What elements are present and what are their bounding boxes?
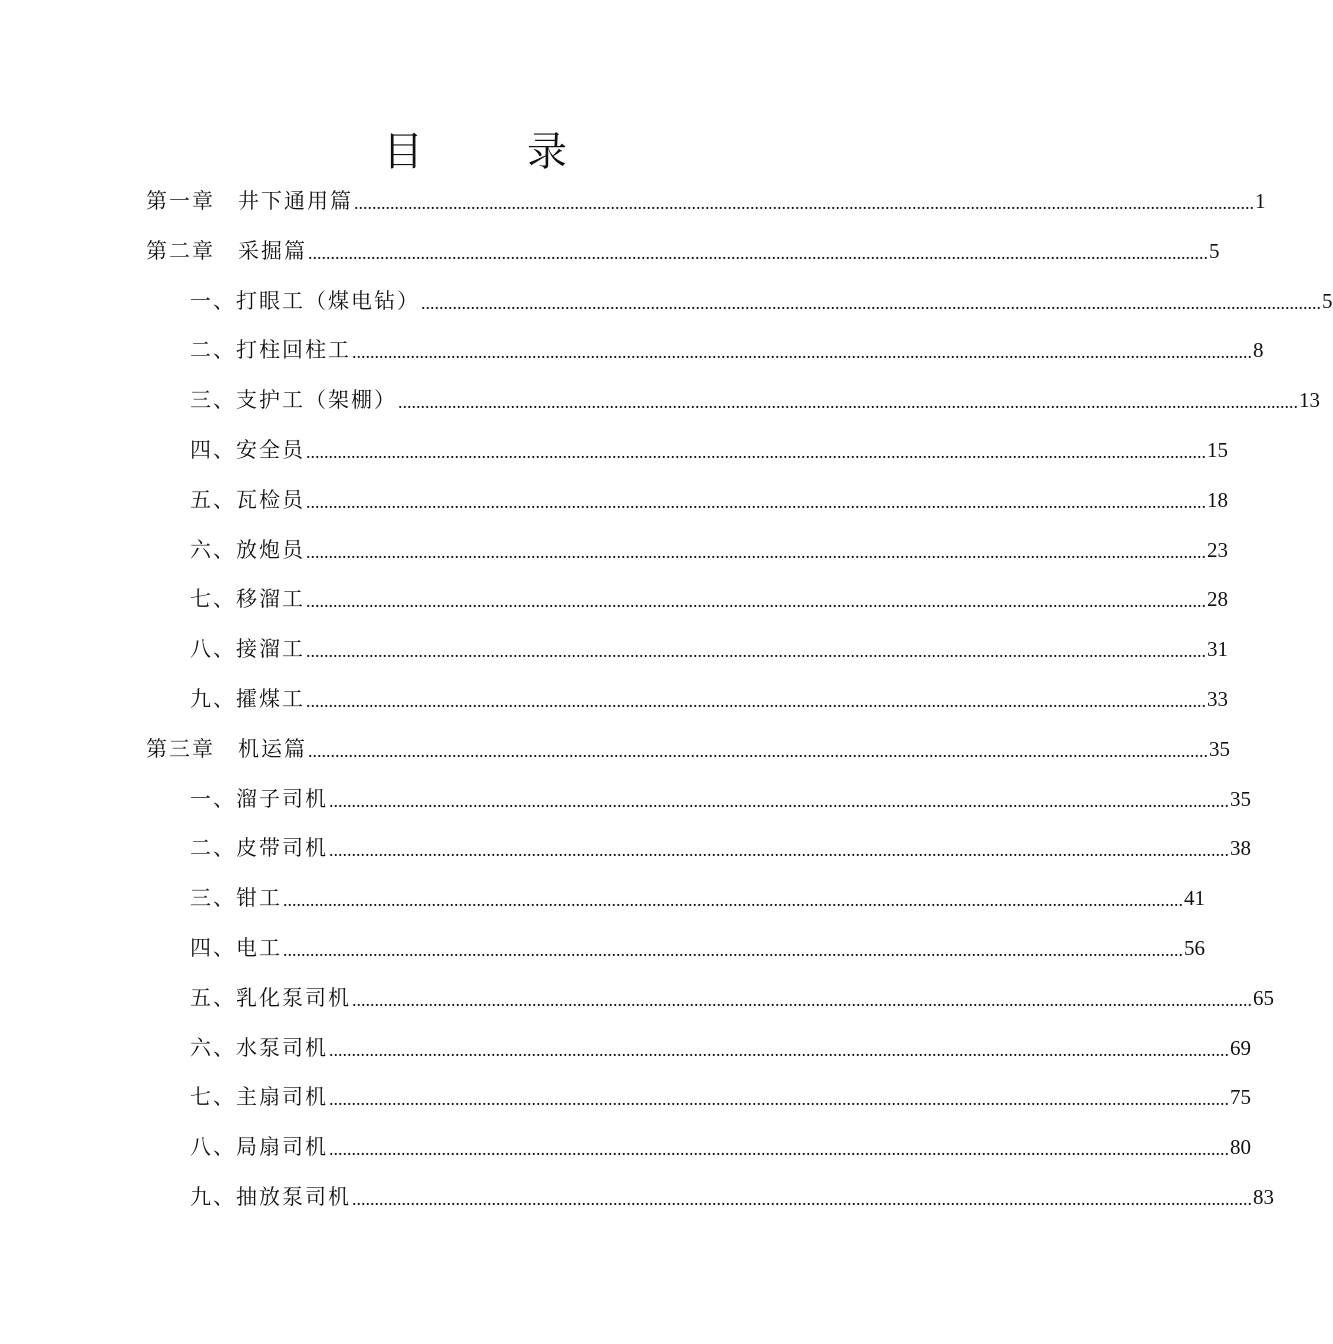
toc-dot-leader: ........................................................................................................................................................................................................ [283,940,1183,960]
toc-section-entry[interactable] [190,624,1228,674]
toc-entry-label: 六、水泵司机 [190,1035,328,1060]
toc-entry-label: 九、攉煤工 [190,687,305,711]
toc-dot-leader: ........................................................................................................................................................................................................ [398,392,1298,413]
toc-entry-label: 第三章 机运篇 [146,736,307,761]
toc-dot-leader: ........................................................................................................................................................................................................ [421,292,1321,313]
toc-page-number: 18 [1207,487,1228,512]
toc-entry-label: 第二章 采掘篇 [146,238,307,263]
toc-entry-label: 七、主扇司机 [190,1085,328,1110]
toc-section-entry[interactable] [190,1023,1251,1073]
toc-section-entry[interactable] [190,574,1228,624]
toc-entry-label: 一、打眼工（煤电钻） [190,288,420,313]
toc-title: 目 录 [383,129,599,175]
toc-dot-leader: ........................................................................................................................................................................................................ [306,491,1206,512]
toc-dot-leader: ........................................................................................................................................................................................................ [306,442,1206,462]
toc-section-entry[interactable] [190,1122,1251,1172]
toc-section-entry[interactable] [190,923,1205,973]
toc-page-number: 1 [1255,189,1266,213]
toc-dot-leader: ........................................................................................................................................................................................................ [306,641,1206,662]
toc-page-number: 65 [1253,985,1274,1010]
toc-dot-leader: ........................................................................................................................................................................................................ [329,1139,1229,1160]
toc-chapter-entry[interactable] [146,724,1230,774]
toc-page-number: 75 [1230,1085,1251,1110]
toc-entry-label: 四、电工 [190,936,282,960]
toc-section-entry[interactable] [190,774,1251,824]
toc-section-entry[interactable] [190,674,1228,724]
toc-dot-leader: ........................................................................................................................................................................................................ [283,890,1183,911]
toc-dot-leader: ........................................................................................................................................................................................................ [329,840,1229,861]
toc-dot-leader: ........................................................................................................................................................................................................ [308,242,1208,263]
toc-page-number: 35 [1230,786,1251,811]
toc-entry-label: 三、钳工 [190,886,282,911]
toc-section-entry[interactable] [190,475,1228,525]
toc-page-number: 69 [1230,1035,1251,1060]
toc-dot-leader: ........................................................................................................................................................................................................ [329,790,1229,811]
toc-chapter-entry[interactable] [146,176,1266,226]
toc-section-entry[interactable] [190,1072,1251,1122]
toc-entry-label: 三、支护工（架棚） [190,388,397,413]
toc-dot-leader: ........................................................................................................................................................................................................ [306,691,1206,711]
toc-section-entry[interactable] [190,1172,1274,1222]
toc-page-number: 5 [1322,288,1333,313]
toc-dot-leader: ........................................................................................................................................................................................................ [329,1089,1229,1110]
toc-page-number: 33 [1207,687,1228,711]
toc-entry-label: 一、溜子司机 [190,786,328,811]
toc-dot-leader: ........................................................................................................................................................................................................ [354,193,1254,213]
toc-entry-label: 二、打柱回柱工 [190,338,351,363]
toc-page-number: 35 [1209,736,1230,761]
toc-dot-leader: ........................................................................................................................................................................................................ [329,1039,1229,1060]
toc-page-number: 80 [1230,1135,1251,1160]
toc-dot-leader: ........................................................................................................................................................................................................ [306,591,1206,612]
toc-page-number: 23 [1207,537,1228,562]
toc-entry-label: 五、瓦检员 [190,487,305,512]
toc-dot-leader: ........................................................................................................................................................................................................ [308,740,1208,761]
toc-dot-leader: ........................................................................................................................................................................................................ [306,541,1206,562]
toc-entry-label: 九、抽放泵司机 [190,1185,351,1209]
toc-page-number: 56 [1184,936,1205,960]
toc-page-number: 13 [1299,388,1320,413]
toc-section-entry[interactable] [190,525,1228,575]
toc-section-entry[interactable] [190,375,1320,425]
toc-entry-label: 八、接溜工 [190,637,305,662]
toc-chapter-entry[interactable] [146,226,1220,276]
toc-section-entry[interactable] [190,973,1274,1023]
toc-page-number: 31 [1207,637,1228,662]
toc-entry-label: 七、移溜工 [190,587,305,612]
toc-dot-leader: ........................................................................................................................................................................................................ [352,989,1252,1010]
toc-page-number: 15 [1207,438,1228,462]
toc-section-entry[interactable] [190,325,1264,375]
toc-section-entry[interactable] [190,873,1205,923]
toc-page-number: 38 [1230,836,1251,861]
toc-page-number: 5 [1209,238,1220,263]
toc-page-number: 28 [1207,587,1228,612]
toc-section-entry[interactable] [190,276,1333,326]
toc-entry-label: 二、皮带司机 [190,836,328,861]
toc-entry-label: 八、局扇司机 [190,1135,328,1160]
toc-entry-label: 第一章 井下通用篇 [146,189,353,213]
toc-page-number: 41 [1184,886,1205,911]
toc-entry-label: 四、安全员 [190,438,305,462]
toc-dot-leader: ........................................................................................................................................................................................................ [352,342,1252,363]
toc-page-number: 8 [1253,338,1264,363]
toc-dot-leader: ........................................................................................................................................................................................................ [352,1189,1252,1209]
toc-section-entry[interactable] [190,425,1228,475]
toc-section-entry[interactable] [190,823,1251,873]
toc-page-number: 83 [1253,1185,1274,1209]
toc-entry-label: 五、乳化泵司机 [190,985,351,1010]
toc-entry-label: 六、放炮员 [190,537,305,562]
